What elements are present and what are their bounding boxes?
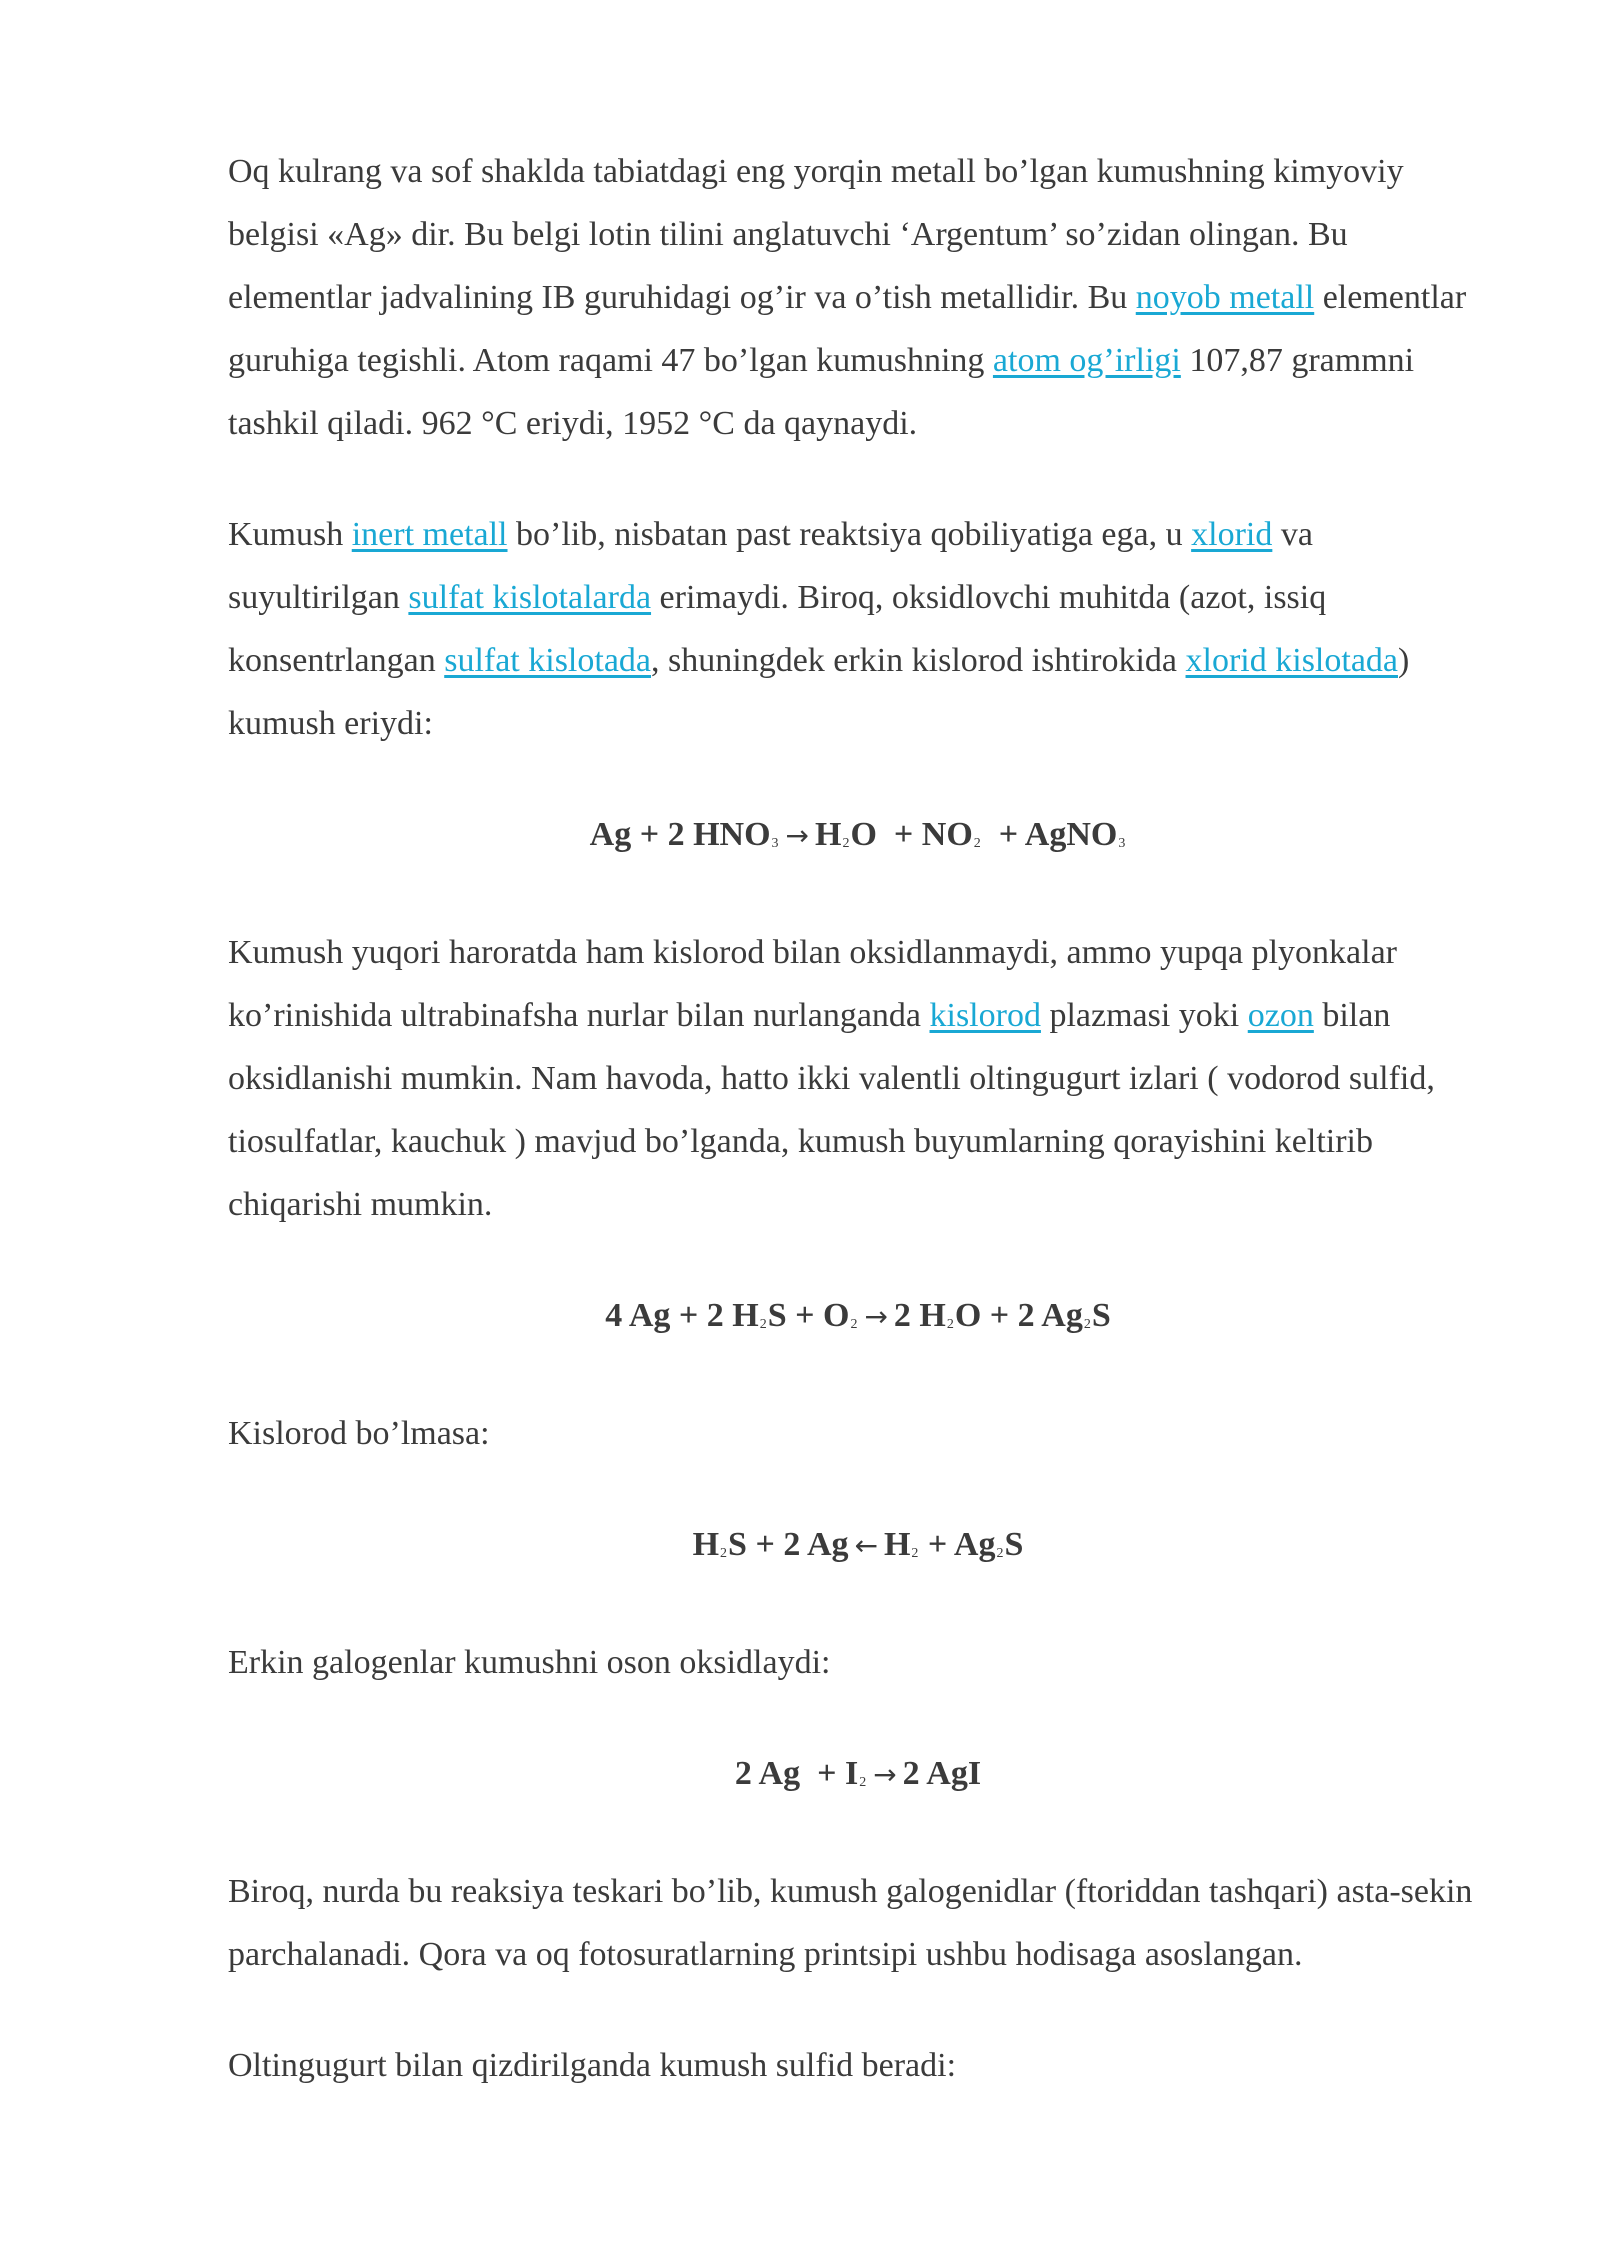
equation-iodine: [228, 1742, 1488, 1812]
eq-term: Ag + 2 HNO: [589, 816, 771, 853]
text-run: Kumush yuqori haroratda ham kislorod bilan oksidlanmaydi, ammo yupqa plyonkalar ko’rinishida ultrabinafsha nurlar bilan nurlanganda: [228, 934, 1397, 1034]
eq-subscript: 2: [759, 1317, 767, 1332]
eq-subscript: 3: [771, 836, 779, 851]
eq-term: + AgNO: [981, 816, 1118, 853]
eq-term: S + 2 Ag: [728, 1526, 849, 1563]
document-page: [228, 140, 1488, 2145]
text-run: bilan oksidlanishi mumkin. Nam havoda, hatto ikki valentli oltingugurt izlari ( vodorod sulfid, tiosulfatlar, kauchuk ) mavjud bo’lganda, kumush buyumlarning qorayishini keltirib chiqarishi mumkin.: [228, 997, 1435, 1223]
eq-term: H: [692, 1526, 720, 1563]
eq-term: S: [1091, 1297, 1111, 1334]
text-run: Kumush: [228, 516, 352, 553]
text-run: elementlar guruhiga tegishli. Atom raqami 47 bo’lgan kumushning: [228, 279, 1467, 379]
right-arrow-icon: →: [785, 819, 809, 852]
equation-tarnishing: [228, 1284, 1488, 1354]
eq-subscript: 2: [996, 1546, 1004, 1561]
text-run: bo’lib, nisbatan past reaktsiya qobiliyatiga ega, u: [507, 516, 1192, 553]
eq-term: H: [815, 816, 842, 853]
eq-subscript: 2: [973, 836, 981, 851]
eq-term: O + NO: [850, 816, 973, 853]
text-run: Oq kulrang va sof shaklda tabiatdagi eng yorqin metall bo’lgan kumushning kimyoviy belgisi «Ag» dir. Bu belgi lotin tilini anglatuvchi ‘Argentum’ so’zidan olingan. Bu elementlar jadvalining IB guruhidagi og’ir va o’tish metallidir. Bu: [228, 153, 1404, 316]
text-run: erimaydi. Biroq, oksidlovchi muhitda (azot, issiq konsentrlangan: [228, 579, 1327, 679]
link-xlorid[interactable]: xlorid: [1191, 516, 1273, 553]
eq-subscript: 2: [850, 1317, 858, 1332]
text-run: 107,87 grammni tashkil qiladi. 962 °C eriydi, 1952 °C da qaynaydi.: [228, 342, 1415, 442]
eq-term: 2 Ag + I: [734, 1755, 859, 1792]
paragraph-inert-metal: [228, 503, 1488, 755]
paragraph-photography: Biroq, nurda bu reaksiya teskari bo’lib, kumush galogenidlar (ftoriddan tashqari) asta-sekin parchalanadi. Qora va oq fotosuratlarning printsipi ushbu hodisaga asoslangan.: [228, 1873, 1473, 1973]
link-noyob-metall[interactable]: noyob metall: [1135, 279, 1315, 316]
eq-term: + Ag: [919, 1526, 996, 1563]
link-sulfat-kislotada[interactable]: sulfat kislotada: [444, 642, 652, 679]
paragraph-no-oxygen: Kislorod bo’lmasa:: [228, 1415, 490, 1452]
text-run: plazmasi yoki: [1040, 997, 1248, 1034]
eq-subscript: 2: [720, 1546, 728, 1561]
right-arrow-icon: →: [873, 1758, 897, 1791]
eq-subscript: 2: [859, 1775, 867, 1790]
paragraph-intro: [228, 140, 1488, 455]
equation-hydrogen-sulfide: [228, 1513, 1488, 1583]
link-sulfat-kislotalarda[interactable]: sulfat kislotalarda: [408, 579, 652, 616]
eq-subscript: 2: [842, 836, 850, 851]
eq-term: O + 2 Ag: [954, 1297, 1083, 1334]
link-inert-metall[interactable]: inert metall: [351, 516, 508, 553]
eq-subscript: 2: [911, 1546, 919, 1561]
eq-subscript: 2: [946, 1317, 954, 1332]
link-kislorod[interactable]: kislorod: [929, 997, 1041, 1034]
eq-term: H: [883, 1526, 911, 1563]
right-arrow-icon: →: [864, 1300, 888, 1333]
eq-term: 4 Ag + 2 H: [605, 1297, 759, 1334]
paragraph-sulfur: Oltingugurt bilan qizdirilganda kumush sulfid beradi:: [228, 2047, 957, 2084]
paragraph-oxidation: [228, 921, 1488, 1236]
eq-term: S + O: [767, 1297, 850, 1334]
link-atom-ogirligi[interactable]: atom og’irligi: [992, 342, 1181, 379]
link-xlorid-kislotada[interactable]: xlorid kislotada: [1185, 642, 1398, 679]
link-ozon[interactable]: ozon: [1247, 997, 1314, 1034]
eq-term: 2 AgI: [902, 1755, 982, 1792]
eq-term: 2 H: [893, 1297, 946, 1334]
eq-subscript: 2: [1083, 1317, 1091, 1332]
left-arrow-icon: ←: [854, 1529, 878, 1562]
paragraph-halogens: Erkin galogenlar kumushni oson oksidlaydi:: [228, 1644, 831, 1681]
eq-term: S: [1004, 1526, 1024, 1563]
text-run: va suyultirilgan: [228, 516, 1313, 616]
text-run: , shuningdek erkin kislorod ishtirokida: [651, 642, 1186, 679]
text-run: ) kumush eriydi:: [228, 642, 1410, 742]
eq-subscript: 3: [1118, 836, 1126, 851]
equation-nitric-acid: [228, 803, 1488, 873]
